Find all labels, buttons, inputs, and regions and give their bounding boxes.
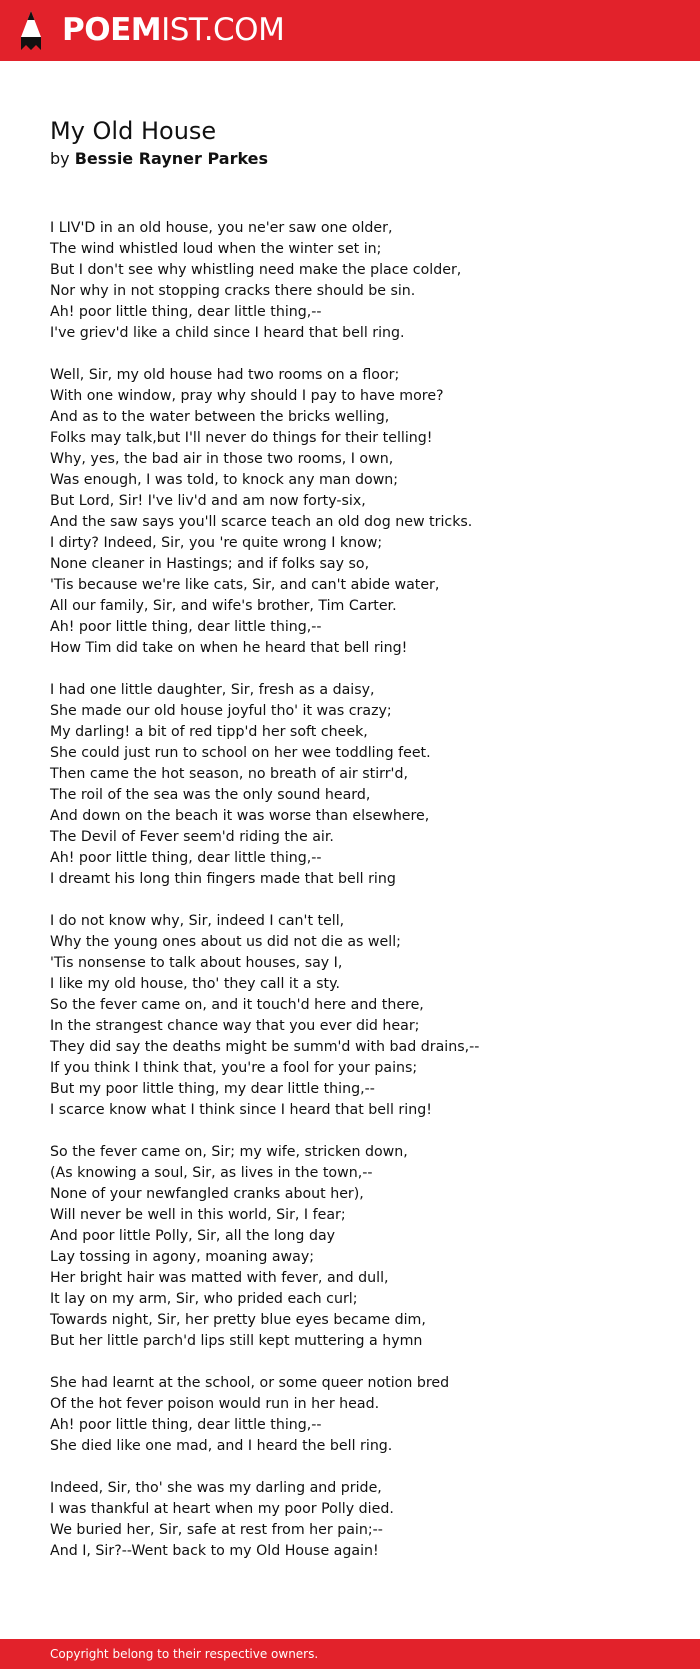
poem-line: I dirty? Indeed, Sir, you 're quite wrong I know; <box>50 535 383 551</box>
poem-line: Her bright hair was matted with fever, and dull, <box>50 1270 389 1286</box>
copyright-notice: Copyright belong to their respective owners. <box>50 1647 319 1661</box>
poem-line: I like my old house, tho' they call it a sty. <box>50 976 340 992</box>
poem-line: With one window, pray why should I pay to have more? <box>50 388 444 404</box>
poem-line: Why the young ones about us did not die as well; <box>50 934 401 950</box>
poem-line: I've griev'd like a child since I heard that bell ring. <box>50 325 405 341</box>
poem-line: (As knowing a soul, Sir, as lives in the town,-- <box>50 1165 373 1181</box>
poem-line: And the saw says you'll scarce teach an old dog new tricks. <box>50 514 473 530</box>
site-logo-link[interactable] <box>62 9 284 51</box>
poem-stanza <box>50 680 670 890</box>
poem-line: I scarce know what I think since I heard that bell ring! <box>50 1102 432 1118</box>
poem-line: So the fever came on, Sir; my wife, stricken down, <box>50 1144 408 1160</box>
poem-line: She died like one mad, and I heard the bell ring. <box>50 1438 393 1454</box>
poem-line: In the strangest chance way that you ever did hear; <box>50 1018 420 1034</box>
poem-line: But her little parch'd lips still kept muttering a hymn <box>50 1333 423 1349</box>
poem-line: It lay on my arm, Sir, who prided each curl; <box>50 1291 358 1307</box>
poem-line: I LIV'D in an old house, you ne'er saw one older, <box>50 220 393 236</box>
poem-line: But my poor little thing, my dear little thing,-- <box>50 1081 375 1097</box>
poem-line: All our family, Sir, and wife's brother, Tim Carter. <box>50 598 397 614</box>
poem-line: Ah! poor little thing, dear little thing,-- <box>50 850 322 866</box>
poem-line: How Tim did take on when he heard that bell ring! <box>50 640 408 656</box>
poem-line: I dreamt his long thin fingers made that bell ring <box>50 871 396 887</box>
poem-line: Indeed, Sir, tho' she was my darling and pride, <box>50 1480 382 1496</box>
poem-author: Bessie Rayner Parkes <box>74 149 269 168</box>
poem-stanza <box>50 365 670 659</box>
poem-line: None of your newfangled cranks about her), <box>50 1186 364 1202</box>
poem-line: And I, Sir?--Went back to my Old House again! <box>50 1543 379 1559</box>
poem-line: I do not know why, Sir, indeed I can't tell, <box>50 913 345 929</box>
poem-line: So the fever came on, and it touch'd here and there, <box>50 997 424 1013</box>
poem-line: Towards night, Sir, her pretty blue eyes became dim, <box>50 1312 426 1328</box>
site-footer <box>0 1639 700 1669</box>
poem-line: She had learnt at the school, or some queer notion bred <box>50 1375 450 1391</box>
poem-line: None cleaner in Hastings; and if folks say so, <box>50 556 370 572</box>
by-label: by <box>50 149 70 168</box>
poem-stanza <box>50 1478 670 1562</box>
poem-line: Of the hot fever poison would run in her head. <box>50 1396 380 1412</box>
poem-line: The wind whistled loud when the winter set in; <box>50 241 382 257</box>
poem-line: We buried her, Sir, safe at rest from her pain;-- <box>50 1522 383 1538</box>
poem-line: Well, Sir, my old house had two rooms on a floor; <box>50 367 400 383</box>
brand-name-bold: POEM <box>62 12 162 48</box>
poem-line: And poor little Polly, Sir, all the long day <box>50 1228 336 1244</box>
poem-line: Lay tossing in agony, moaning away; <box>50 1249 315 1265</box>
poem-byline <box>50 148 268 170</box>
poem-line: Will never be well in this world, Sir, I fear; <box>50 1207 346 1223</box>
poem-line: The Devil of Fever seem'd riding the air. <box>50 829 334 845</box>
poem-line: I was thankful at heart when my poor Polly died. <box>50 1501 394 1517</box>
poem-line: Nor why in not stopping cracks there should be sin. <box>50 283 416 299</box>
poem-line: And as to the water between the bricks welling, <box>50 409 390 425</box>
poem-line: Was enough, I was told, to knock any man down; <box>50 472 399 488</box>
brand-name-light: IST.COM <box>161 12 285 48</box>
poem-stanza <box>50 911 670 1121</box>
poem-line: She made our old house joyful tho' it was crazy; <box>50 703 392 719</box>
poem-line: Ah! poor little thing, dear little thing,-- <box>50 1417 322 1433</box>
site-header <box>0 0 700 61</box>
poem-line: My darling! a bit of red tipp'd her soft cheek, <box>50 724 368 740</box>
poem-line: I had one little daughter, Sir, fresh as a daisy, <box>50 682 375 698</box>
poem-line: But Lord, Sir! I've liv'd and am now forty-six, <box>50 493 366 509</box>
poem-line: She could just run to school on her wee toddling feet. <box>50 745 431 761</box>
poem-line: Then came the hot season, no breath of air stirr'd, <box>50 766 408 782</box>
poem-title: My Old House <box>50 117 217 145</box>
poem-line: The roil of the sea was the only sound heard, <box>50 787 371 803</box>
pencil-logo-icon[interactable] <box>19 10 43 52</box>
poem-line: Ah! poor little thing, dear little thing,-- <box>50 619 322 635</box>
poem-line: Why, yes, the bad air in those two rooms, I own, <box>50 451 394 467</box>
poem-line: They did say the deaths might be summ'd with bad drains,-- <box>50 1039 480 1055</box>
poem-line: Ah! poor little thing, dear little thing,-- <box>50 304 322 320</box>
poem-line: If you think I think that, you're a fool for your pains; <box>50 1060 418 1076</box>
poem-line: And down on the beach it was worse than elsewhere, <box>50 808 430 824</box>
poem-stanza <box>50 218 670 344</box>
poem-line: 'Tis because we're like cats, Sir, and can't abide water, <box>50 577 440 593</box>
poem-stanza <box>50 1373 670 1457</box>
poem-line: 'Tis nonsense to talk about houses, say I, <box>50 955 343 971</box>
poem-line: Folks may talk,but I'll never do things for their telling! <box>50 430 433 446</box>
poem-stanza <box>50 1142 670 1352</box>
poem-body <box>50 218 670 1583</box>
poem-line: But I don't see why whistling need make the place colder, <box>50 262 462 278</box>
